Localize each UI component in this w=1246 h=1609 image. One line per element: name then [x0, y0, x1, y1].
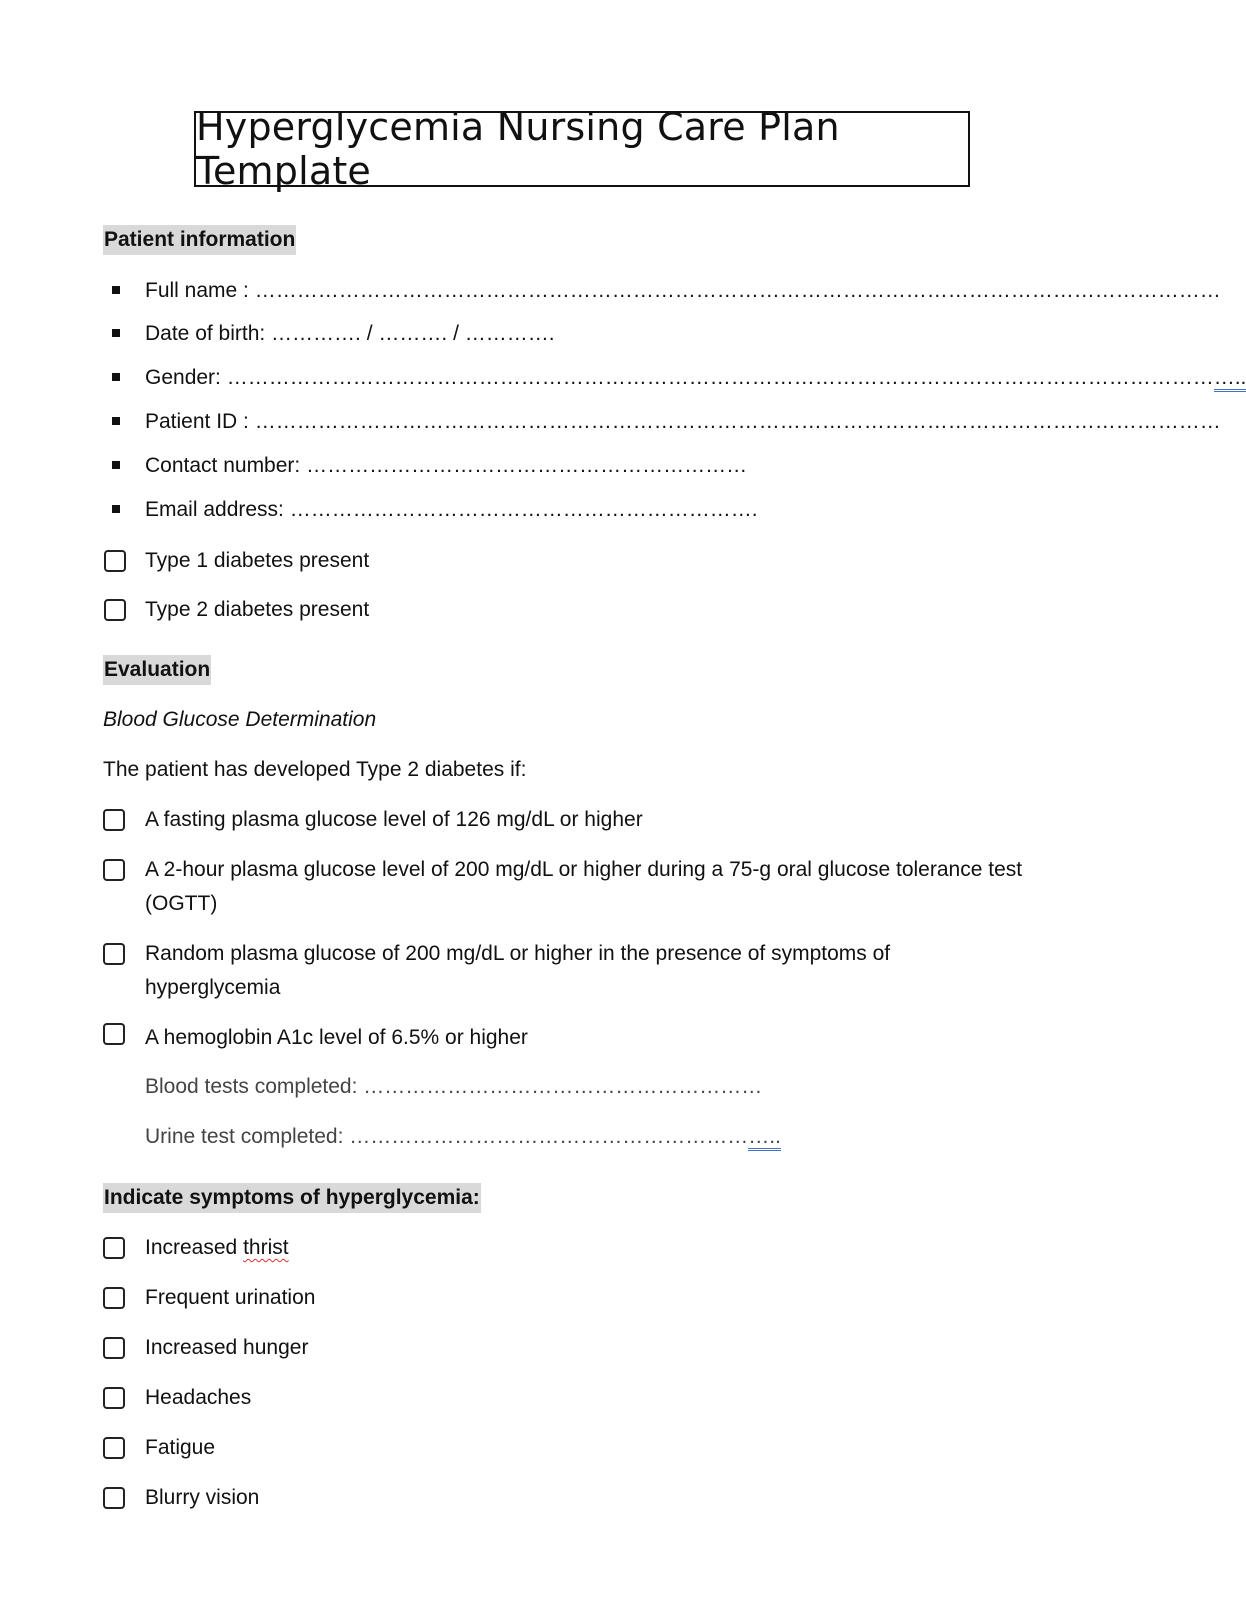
headaches-label: Headaches: [145, 1386, 252, 1409]
evaluation-heading: Evaluation: [103, 655, 211, 685]
bullet-icon: [112, 286, 120, 294]
fasting-glucose-label: A fasting plasma glucose level of 126 mg/dL or higher: [145, 808, 643, 831]
fasting-glucose-checkbox[interactable]: [103, 809, 125, 831]
type1-diabetes-label: Type 1 diabetes present: [145, 549, 370, 572]
increased-thirst-prefix: Increased: [145, 1236, 244, 1259]
misspelled-word: thrist: [243, 1236, 289, 1259]
increased-thirst-label: [145, 1235, 289, 1261]
gender-field-tail: …..: [1214, 366, 1246, 392]
blurry-vision-label: Blurry vision: [145, 1486, 260, 1509]
increased-hunger-checkbox[interactable]: [103, 1337, 125, 1359]
random-glucose-checkbox[interactable]: [103, 943, 125, 965]
frequent-urination-label: Frequent urination: [145, 1286, 316, 1309]
full-name-field: Full name : …………………………………………………………………………………………………………………………: [145, 279, 1221, 302]
bullet-icon: [112, 461, 120, 469]
symptoms-heading: Indicate symptoms of hyperglycemia:: [103, 1183, 481, 1213]
blood-tests-completed-field: Blood tests completed: …………………………………………………: [145, 1075, 763, 1098]
gender-field-text: Gender: ……………………………………………………………………………………………………………………………: [145, 366, 1214, 389]
increased-hunger-label: Increased hunger: [145, 1336, 309, 1359]
random-glucose-label-continued: hyperglycemia: [145, 976, 281, 999]
increased-thirst-checkbox[interactable]: [103, 1237, 125, 1259]
a1c-checkbox[interactable]: [103, 1023, 125, 1045]
evaluation-intro: The patient has developed Type 2 diabetes if:: [103, 758, 527, 781]
bullet-icon: [112, 505, 120, 513]
blood-glucose-subheading: Blood Glucose Determination: [103, 708, 377, 731]
random-glucose-label: Random plasma glucose of 200 mg/dL or higher in the presence of symptoms of: [145, 942, 891, 965]
contact-number-field: Contact number: ………………………………………………………: [145, 454, 748, 477]
bullet-icon: [112, 373, 120, 381]
frequent-urination-checkbox[interactable]: [103, 1287, 125, 1309]
type1-diabetes-checkbox[interactable]: [104, 550, 126, 572]
date-of-birth-field: Date of birth: …………. / ………. / ………….: [145, 322, 555, 345]
urine-test-completed-field: [145, 1124, 781, 1150]
a1c-label: A hemoglobin A1c level of 6.5% or higher: [145, 1026, 528, 1049]
gender-field: [145, 365, 1246, 391]
document-title: Hyperglycemia Nursing Care Plan Template: [194, 111, 970, 187]
fatigue-label: Fatigue: [145, 1436, 216, 1459]
type2-diabetes-checkbox[interactable]: [104, 599, 126, 621]
ogtt-label: A 2-hour plasma glucose level of 200 mg/dL or higher during a 75-g oral glucose tolerance test: [145, 858, 1023, 881]
patient-id-field: Patient ID : …………………………………………………………………………………………………………………………: [145, 410, 1221, 433]
blurry-vision-checkbox[interactable]: [103, 1487, 125, 1509]
headaches-checkbox[interactable]: [103, 1387, 125, 1409]
ogtt-checkbox[interactable]: [103, 859, 125, 881]
fatigue-checkbox[interactable]: [103, 1437, 125, 1459]
urine-test-text: Urine test completed: …………………………………………………: [145, 1125, 749, 1148]
patient-information-heading: Patient information: [103, 225, 296, 255]
email-address-field: Email address: ………………………………………………………….: [145, 498, 758, 521]
ogtt-label-continued: (OGTT): [145, 892, 218, 915]
type2-diabetes-label: Type 2 diabetes present: [145, 598, 370, 621]
bullet-icon: [112, 329, 120, 337]
bullet-icon: [112, 417, 120, 425]
urine-test-tail: …..: [748, 1125, 781, 1151]
